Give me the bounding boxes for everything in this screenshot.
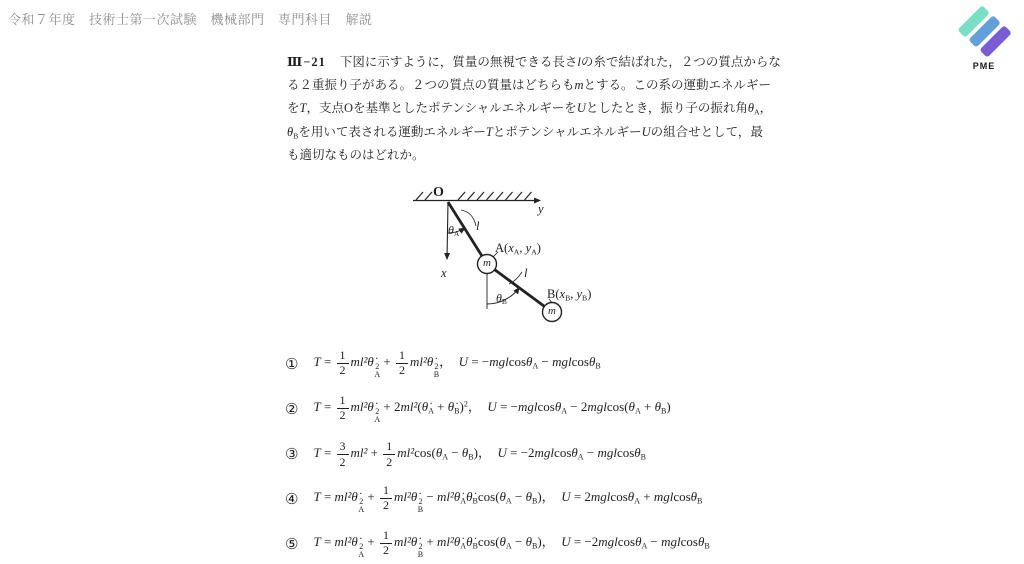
page-title: 令和７年度 技術士第一次試験 機械部門 専門科目 解説 xyxy=(8,12,373,27)
mass-b-label: m xyxy=(548,305,556,317)
length-1-leader-line xyxy=(461,210,476,226)
option-row-1 xyxy=(285,342,845,387)
problem-line xyxy=(287,51,779,74)
option-formula: T = $\frac{1}{2}$ ml²θ̇ 2 A + $\frac{1}{2}$ ml²θ̇ 2 B ， U = −mglcosθ$_A$ − mglcosθ$_B$ xyxy=(313,348,601,380)
y-axis-label: y xyxy=(538,202,544,216)
problem-line: をT，支点Oを基準としたポテンシャルエネルギーをUとしたとき，振り子の振れ角$\theta_A$， xyxy=(287,101,773,117)
problem-line-text: 下図に示すように，質量の無視できる長さlの糸で結ばれた，２つの質点からな xyxy=(339,55,781,69)
answer-options xyxy=(285,342,845,564)
point-b-label: $B(x_B$, $y_B$) xyxy=(547,287,592,303)
option-row-4 xyxy=(285,477,845,522)
x-axis-label: x xyxy=(441,266,447,280)
mass-a-label: m xyxy=(483,257,491,269)
angle-b-label: $\theta_B$ xyxy=(496,291,507,307)
problem-line: も適切なものはどれか。 xyxy=(287,147,425,162)
problem-line: $\theta_B$を用いて表される運動エネルギーTとポテンシャルエネルギーUの組合せとして，最 xyxy=(287,124,763,140)
option-marker: ① xyxy=(285,357,299,373)
problem-statement xyxy=(287,51,779,167)
pme-logo xyxy=(955,5,1013,77)
double-pendulum-diagram xyxy=(400,180,635,330)
option-marker: ⑤ xyxy=(285,537,299,553)
length-2-label: l xyxy=(524,266,528,280)
angle-a-label: $\theta_A$ xyxy=(448,223,460,239)
option-row-5 xyxy=(285,522,845,564)
option-row-2 xyxy=(285,387,845,432)
option-formula: T = $\frac{1}{2}$ ml²θ̇ 2 A + $2ml^2(\thetȧ_A$ + $\thetȧ_B)^2$， $U = -mglcos\theta_A - 2mglcos(\theta_A + \theta_B)$ xyxy=(313,393,671,425)
length-1-label: l xyxy=(476,219,480,233)
point-a-label: $A(x_A$, $y_A$) xyxy=(495,241,541,257)
option-formula: T = ml²θ̇ 2 A + $\frac{1}{2}$ ml²θ̇ 2 B + $ml^2\thetȧ_A\thetȧ_B\cos(\theta_A - \theta_B)$， U = −2mglcosθ$_A$ − mglcosθ$_B$ xyxy=(313,528,710,560)
option-row-3 xyxy=(285,432,845,477)
problem-line: る２重振り子がある。２つの質点の質量はどちらもmとする。この系の運動エネルギー xyxy=(287,78,772,93)
option-formula: T = ml²θ̇ 2 A + $\frac{1}{2}$ ml²θ̇ 2 B − $ml^2\thetȧ_A\thetȧ_B\cos(\theta_A - \theta_B)$， U = 2mglcosθ$_A$ + mglcosθ$_B$ xyxy=(313,483,703,515)
option-marker: ② xyxy=(285,402,299,418)
origin-label: O xyxy=(433,185,444,200)
option-formula: T = $\frac{3}{2}$ ml² + $\frac{1}{2}$ $ml^2\cos(\theta_A - \theta_B)$， U = −2mglcosθ$_A$ − mglcosθ$_B$ xyxy=(313,439,647,469)
option-marker: ④ xyxy=(285,492,299,508)
question-number: Ⅲ−21 xyxy=(287,55,326,69)
option-marker: ③ xyxy=(285,447,299,463)
logo-text: PME xyxy=(972,61,996,71)
